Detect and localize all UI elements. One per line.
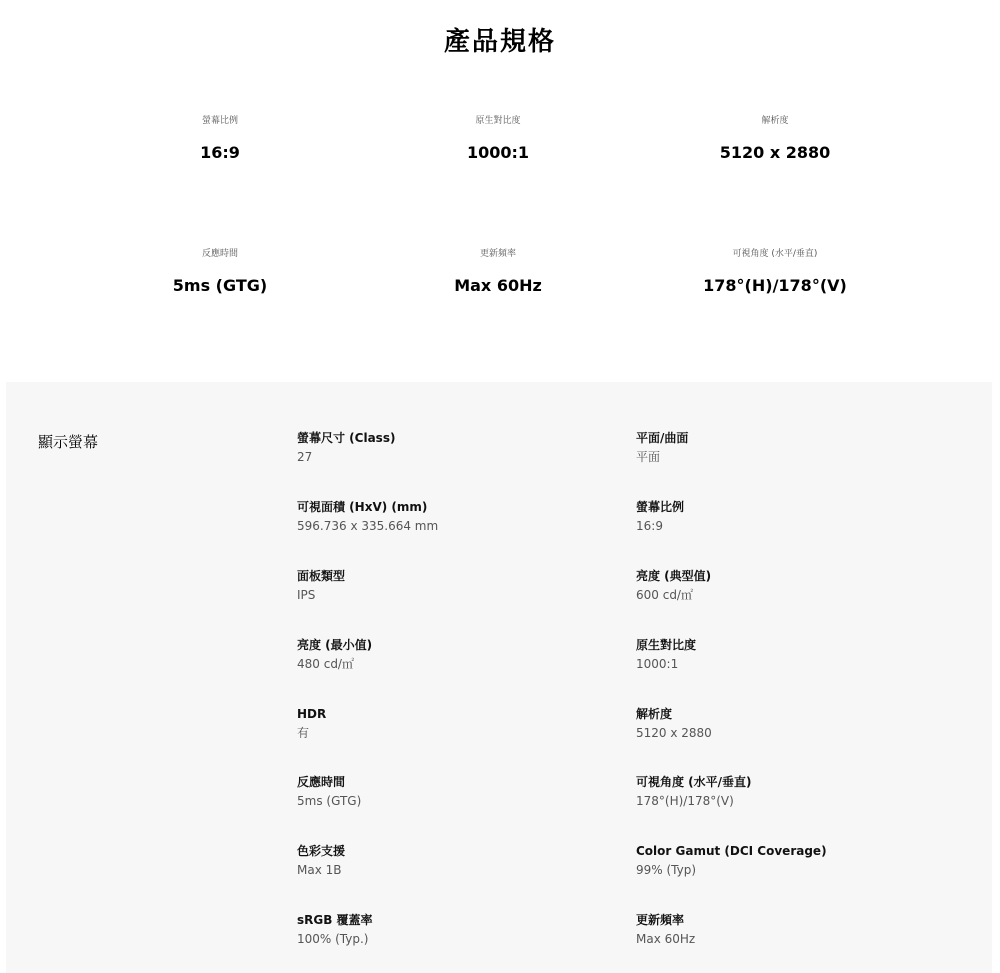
spec-item [636, 843, 956, 878]
spec-item [636, 637, 956, 672]
spec-name: Color Gamut (DCI Coverage) [636, 844, 827, 858]
spec-name: 亮度 (典型值) [636, 569, 712, 583]
spec-value: 1000:1 [636, 657, 679, 671]
spec-name: 可視面積 (HxV) (mm) [297, 500, 428, 514]
highlight-label: 反應時間 [201, 249, 238, 259]
spec-value: 平面 [636, 450, 661, 464]
spec-value: Max 1B [297, 863, 342, 877]
spec-item [636, 499, 956, 534]
highlight-value: Max 60Hz [454, 276, 542, 295]
spec-item [297, 843, 617, 878]
spec-value: 100% (Typ.) [297, 932, 369, 946]
spec-item [636, 706, 956, 741]
highlight-label: 螢幕比例 [201, 116, 238, 126]
spec-item [297, 499, 617, 534]
spec-value: 5120 x 2880 [636, 726, 712, 740]
spec-name: 更新頻率 [636, 913, 685, 927]
spec-item [297, 912, 617, 947]
spec-name: 色彩支援 [297, 844, 346, 858]
spec-item [297, 774, 617, 809]
spec-name: 平面/曲面 [636, 431, 689, 445]
spec-item [297, 637, 617, 672]
highlight-resolution [610, 114, 940, 164]
spec-value: 16:9 [636, 519, 663, 533]
spec-item [297, 430, 617, 465]
highlight-label: 原生對比度 [475, 116, 521, 126]
page-title: 產品規格 [443, 27, 556, 57]
spec-name: 面板類型 [297, 569, 346, 583]
spec-name: 亮度 (最小值) [297, 638, 373, 652]
spec-item [636, 774, 956, 809]
spec-name: 可視角度 (水平/垂直) [636, 775, 752, 789]
spec-item [636, 568, 956, 603]
spec-item [636, 912, 956, 947]
spec-item [297, 568, 617, 603]
spec-item [636, 430, 956, 465]
spec-name: 螢幕尺寸 (Class) [297, 431, 396, 445]
spec-value: 596.736 x 335.664 mm [297, 519, 439, 533]
highlight-label: 可視角度 (水平/垂直) [732, 249, 818, 259]
highlight-label: 解析度 [761, 116, 789, 126]
highlight-label: 更新頻率 [479, 249, 516, 259]
spec-value: 480 cd/㎡ [297, 657, 354, 671]
spec-name: 反應時間 [297, 775, 346, 789]
spec-value: 600 cd/㎡ [636, 588, 693, 602]
spec-name: sRGB 覆蓋率 [297, 913, 373, 927]
spec-name: 原生對比度 [636, 638, 697, 652]
spec-value: 99% (Typ) [636, 863, 697, 877]
spec-panel [6, 382, 992, 973]
spec-value: IPS [297, 588, 316, 602]
highlight-value: 5120 x 2880 [719, 143, 831, 162]
spec-category-title: 顯示螢幕 [38, 433, 99, 451]
spec-value: 5ms (GTG) [297, 794, 362, 808]
spec-item [297, 706, 617, 741]
highlight-value: 178°(H)/178°(V) [703, 276, 847, 295]
spec-name: HDR [297, 707, 327, 721]
spec-value: 有 [297, 726, 310, 740]
spec-name: 螢幕比例 [636, 500, 685, 514]
spec-name: 解析度 [636, 707, 673, 721]
highlight-value: 1000:1 [466, 143, 530, 162]
highlight-viewing-angle [610, 247, 940, 297]
spec-value: 178°(H)/178°(V) [636, 794, 734, 808]
highlight-value: 5ms (GTG) [172, 276, 268, 295]
spec-value: 27 [297, 450, 313, 464]
spec-value: Max 60Hz [636, 932, 696, 946]
highlight-value: 16:9 [200, 143, 240, 162]
